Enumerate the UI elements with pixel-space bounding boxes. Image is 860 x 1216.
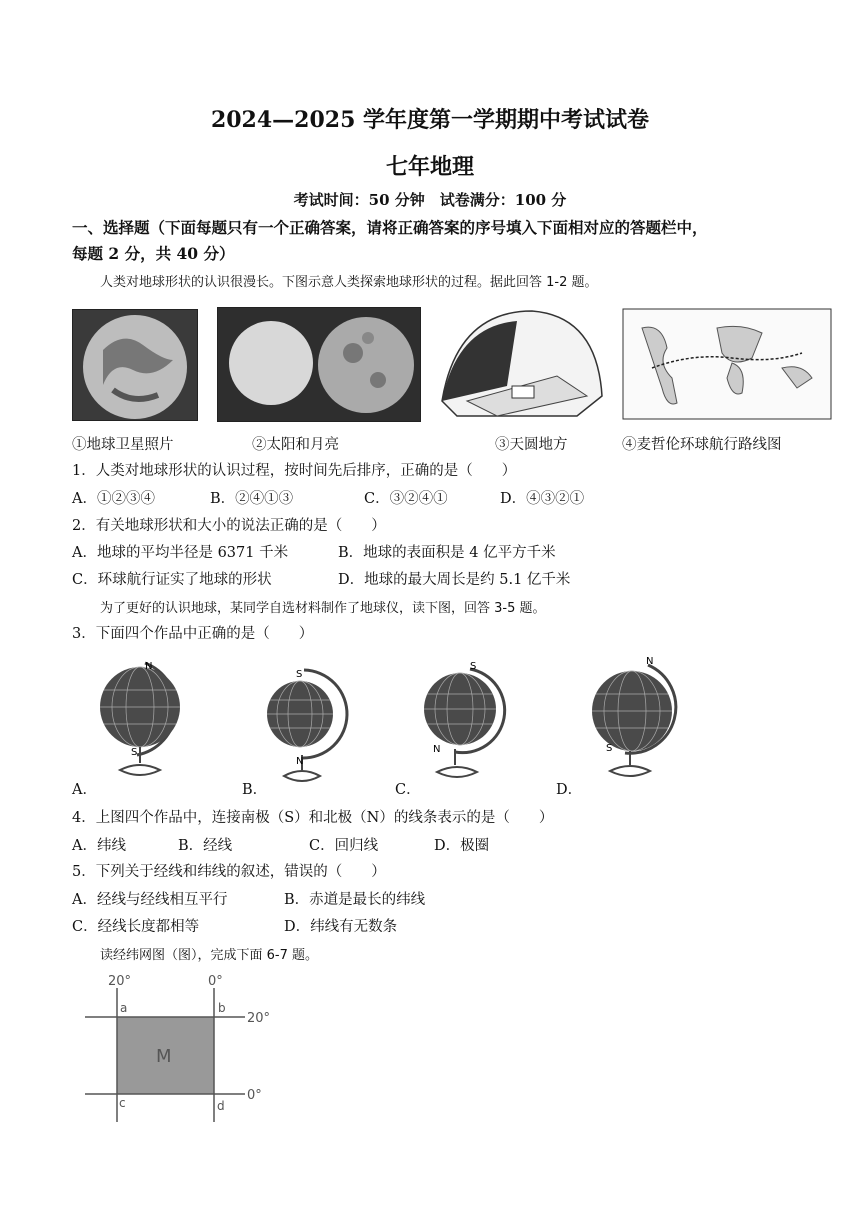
globe-a <box>95 655 195 780</box>
question-1-stem: 1．人类对地球形状的认识过程，按时间先后排序，正确的是（ ） <box>72 463 517 479</box>
question-4-stem: 4．上图四个作品中，连接南极（S）和北极（N）的线条表示的是（ ） <box>72 810 554 826</box>
globe-b-top-label: S <box>296 669 303 680</box>
q4-option-d: D．极圈 <box>434 838 490 854</box>
q2-option-c: C．环球航行证实了地球的形状 <box>72 572 272 588</box>
exam-title: 2024—2025 学年度第一学期期中考试试卷 <box>210 107 650 133</box>
q1-option-a: A．①②③④ <box>72 491 155 507</box>
globe-d-bottom-label: S <box>606 743 613 754</box>
globe-d-top-label: N <box>646 656 654 667</box>
point-c-label: c <box>119 1096 126 1110</box>
q2-option-d: D．地球的最大周长是约 5.1 亿千米 <box>338 572 571 588</box>
question-3-stem: 3．下面四个作品中正确的是（ ） <box>72 626 314 642</box>
q4-option-c: C．回归线 <box>309 838 379 854</box>
lon-left-label: 20° <box>108 974 132 989</box>
q3-option-c: C． <box>395 782 421 798</box>
q5-option-a: A．经线与经线相互平行 <box>72 892 228 908</box>
lat-bottom-label: 0° <box>247 1088 262 1103</box>
q4-option-b: B．经线 <box>178 838 233 854</box>
globe-b-bottom-label: N <box>296 756 304 767</box>
globe-a-bottom-label: S <box>131 747 138 758</box>
magellan-route-map <box>622 308 832 420</box>
dome-illustration <box>437 306 605 424</box>
question-2-stem: 2．有关地球形状和大小的说法正确的是（ ） <box>72 518 386 534</box>
satellite-photo <box>72 309 198 421</box>
globe-c <box>415 657 515 782</box>
globe-c-top-label: S <box>470 661 477 672</box>
q5-option-d: D．纬线有无数条 <box>284 919 398 935</box>
q1-option-c: C．③②④① <box>364 491 448 507</box>
q2-option-a: A．地球的平均半径是 6371 千米 <box>72 545 289 561</box>
figure-caption-4: ④麦哲伦环球航行路线图 <box>622 437 782 453</box>
globe-c-bottom-label: N <box>433 744 441 755</box>
intro-text-2: 为了更好的认识地球，某同学自选材料制作了地球仪，读下图，回答 3-5 题。 <box>100 601 546 616</box>
figure-caption-2: ②太阳和月亮 <box>252 437 339 453</box>
globe-d <box>580 653 690 781</box>
q1-option-d: D．④③②① <box>500 491 585 507</box>
point-a-label: a <box>120 1001 128 1015</box>
point-b-label: b <box>218 1001 226 1015</box>
sun-moon-photo <box>217 307 421 422</box>
q4-option-a: A．纬线 <box>72 838 126 854</box>
intro-text: 人类对地球形状的认识很漫长。下图示意人类探索地球形状的过程。据此回答 1-2 题。 <box>100 275 598 290</box>
section-heading-line1: 一、选择题（下面每题只有一个正确答案，请将正确答案的序号填入下面相对应的答题栏中， <box>72 218 708 237</box>
question-5-stem: 5．下列关于经线和纬线的叙述，错误的（ ） <box>72 864 386 880</box>
q3-option-a: A． <box>72 782 97 798</box>
region-m-label: M <box>156 1046 172 1067</box>
q3-option-d: D． <box>556 782 583 798</box>
q3-option-b: B． <box>242 782 268 798</box>
q5-option-b: B．赤道是最长的纬线 <box>284 892 426 908</box>
exam-info: 考试时间：50 分钟 试卷满分：100 分 <box>293 191 567 209</box>
lat-top-label: 20° <box>247 1011 271 1026</box>
q1-option-b: B．②④①③ <box>210 491 294 507</box>
lon-right-label: 0° <box>208 974 223 989</box>
point-d-label: d <box>217 1099 225 1113</box>
lat-lon-grid-diagram <box>80 970 280 1125</box>
globe-b <box>262 660 352 785</box>
q2-option-b: B．地球的表面积是 4 亿平方千米 <box>338 545 556 561</box>
figure-caption-1: ①地球卫星照片 <box>72 437 174 453</box>
intro-text-3: 读经纬网图（图），完成下面 6-7 题。 <box>100 948 318 963</box>
figure-caption-3: ③天圆地方 <box>495 437 568 453</box>
subject-title: 七年地理 <box>385 154 474 180</box>
section-heading-line2: 每题 2 分，共 40 分） <box>72 244 235 263</box>
q5-option-c: C．经线长度都相等 <box>72 919 200 935</box>
globe-a-top-label: N <box>145 661 153 672</box>
